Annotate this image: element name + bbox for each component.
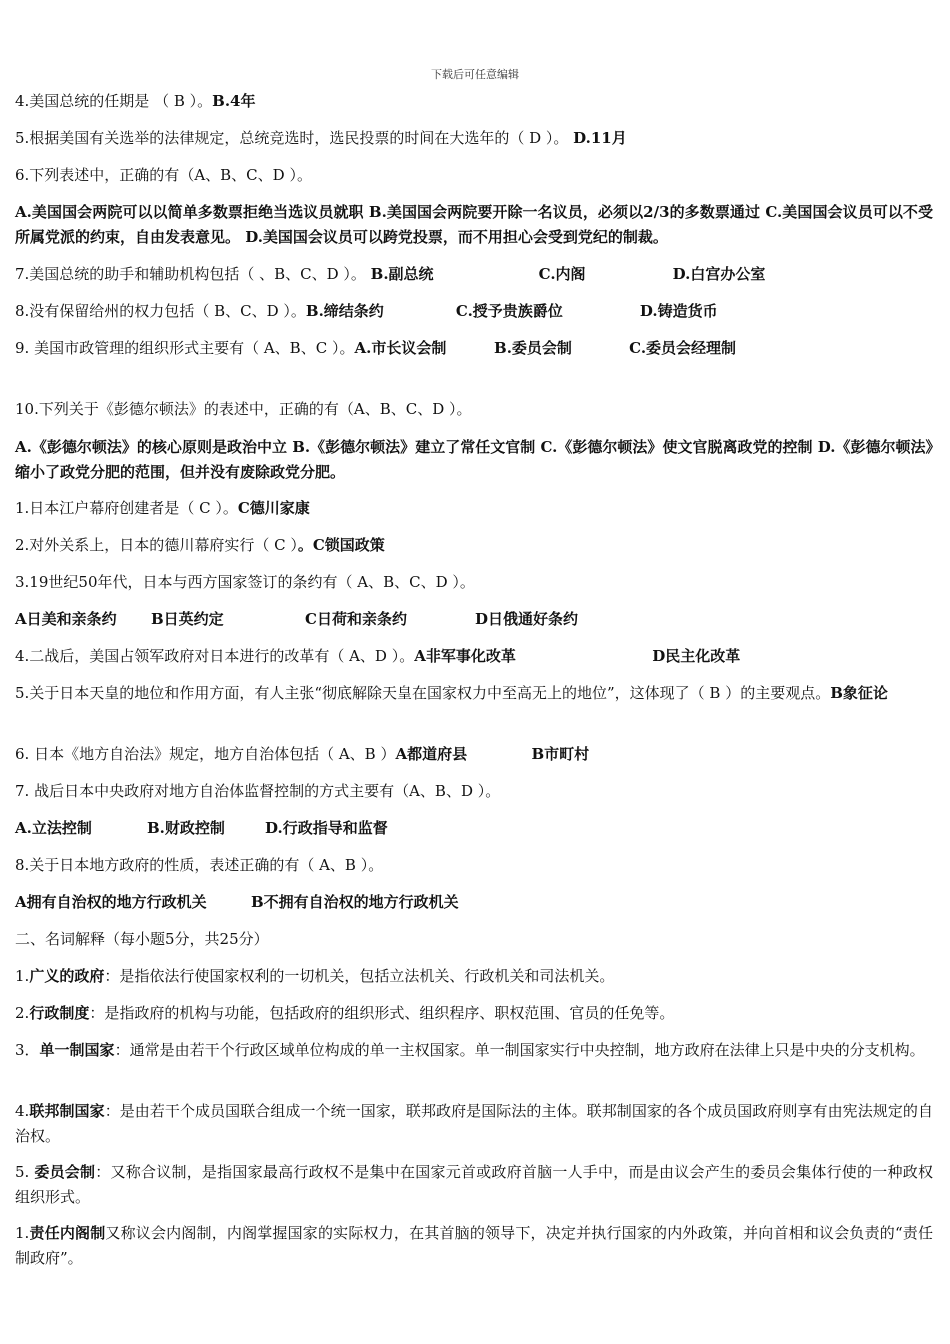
option-b: B.委员会制 [494,339,572,357]
question-jp-6 [15,742,933,767]
question-text: 2.对外关系上，日本的德川幕府实行（ C ） [15,536,298,554]
question-text: 5.根据美国有关选举的法律规定，总统竞选时，选民投票的时间在大选年的（ D ）。 [15,129,574,147]
option-c: C.授予贵族爵位 [455,302,563,320]
option-a: A拥有自治权的地方行政机关 [15,893,207,911]
option-a: A.立法控制 [15,819,92,837]
term-title: 单一制国家 [39,1041,115,1059]
term-6 [15,1221,933,1271]
term-2 [15,1001,933,1026]
term-3 [15,1038,933,1063]
term-title: 广义的政府 [29,967,105,985]
term-title: 联邦制国家 [29,1102,105,1120]
question-jp-3: 3.19世纪50年代，日本与西方国家签订的条约有（ A、B、C、D ）。 [15,573,475,591]
question-jp-1 [15,496,933,521]
term-title: 行政制度 [29,1004,90,1022]
term-number: 1. [15,967,30,985]
option-d: D.白宫办公室 [672,265,766,283]
option-a: A日美和亲条约 [15,610,117,628]
answer-text: D.11月 [573,129,627,147]
question-us-5 [15,126,933,151]
question-jp-5 [15,681,933,706]
question-text: 4.美国总统的任期是 （ B ）。 [15,92,213,110]
term-number: 1. [15,1224,30,1242]
question-text: 5.关于日本天皇的地位和作用方面，有人主张“彻底解除天皇在国家权力中至高无上的地位”，这体现了（ B ）的主要观点。 [15,684,831,702]
answer-text: B象征论 [830,684,888,702]
question-text: 9. 美国市政管理的组织形式主要有（ A、B、C ）。 [15,339,355,357]
term-definition: ：是由若干个成员国联合组成一个统一国家，联邦政府是国际法的主体。联邦制国家的各个成员国政府则享有由宪法规定的自治权。 [15,1102,933,1145]
section-heading-2: 二、名词解释（每小题5分，共25分） [15,930,269,948]
option-b: B.副总统 [370,265,434,283]
option-d: D.行政指导和监督 [265,819,388,837]
question-text: 8.没有保留给州的权力包括（ B、C、D ）。 [15,302,306,320]
term-5 [15,1160,933,1210]
question-us-8 [15,299,933,324]
term-definition: ：又称合议制，是指国家最高行政权不是集中在国家元首或政府首脑一人手中，而是由议会产生的委员会集体行使的一种政权组织形式。 [15,1163,933,1206]
option-c: C.委员会经理制 [629,339,737,357]
question-jp-2 [15,533,933,558]
question-jp-7: 7. 战后日本中央政府对地方自治体监督控制的方式主要有（A、B、D ）。 [15,782,501,800]
option-d: D.铸造货币 [639,302,718,320]
term-definition: ：是指政府的机构与功能，包括政府的组织形式、组织程序、职权范围、官员的任免等。 [89,1004,675,1022]
answer-text: C德川家康 [237,499,310,517]
option-c: C.内阁 [538,265,586,283]
question-text: 7.美国总统的助手和辅助机构包括（ 、B、C、D ）。 [15,265,371,283]
term-definition: ：通常是由若干个行政区域单位构成的单一主权国家。单一制国家实行中央控制，地方政府在法律上只是中央的分支机构。 [114,1041,925,1059]
term-title: 委员会制 [34,1163,96,1181]
page-header: 下载后可任意编辑 [431,68,519,81]
option-a: A非军事化改革 [414,647,516,665]
term-definition: ：是指依法行使国家权利的一切机关，包括立法机关、行政机关和司法机关。 [104,967,615,985]
option-c: C日荷和亲条约 [305,610,407,628]
question-text: 1.日本江户幕府创建者是（ C ）。 [15,499,238,517]
question-us-9 [15,336,933,361]
option-b: B日英约定 [151,610,224,628]
option-b: B.财政控制 [147,819,225,837]
option-a: A.市长议会制 [354,339,447,357]
question-us-10: 10.下列关于《彭德尔顿法》的表述中，正确的有（A、B、C、D ）。 [15,400,472,418]
option-d: D民主化改革 [652,647,741,665]
answer-text: B.4年 [212,92,256,110]
answer-us-6: A.美国国会两院可以以简单多数票拒绝当选议员就职 B.美国国会两院要开除一名议员，必须以2/3的多数票通过 C.美国国会议员可以不受所属党派的约束，自由发表意见。 D.美国国会议员可以跨党投票，而不用担心会受到党纪的制裁。 [15,203,933,246]
term-definition: 又称议会内阁制，内阁掌握国家的实际权力，在其首脑的领导下，决定并执行国家的内外政策，并向首相和议会负责的“责任制政府”。 [15,1224,933,1267]
answer-jp-8 [15,890,933,915]
answer-jp-3 [15,607,933,632]
question-us-4 [15,89,933,114]
question-jp-4 [15,644,933,669]
term-number: 4. [15,1102,30,1120]
term-number: 3． [15,1041,40,1059]
answer-jp-7 [15,816,933,841]
option-a: A都道府县 [395,745,468,763]
option-b: B不拥有自治权的地方行政机关 [251,893,459,911]
term-title: 责任内阁制 [29,1224,106,1242]
question-jp-8: 8.关于日本地方政府的性质，表述正确的有（ A、B ）。 [15,856,384,874]
question-us-7 [15,262,933,287]
answer-us-10: A.《彭德尔顿法》的核心原则是政治中立 B.《彭德尔顿法》建立了常任文官制 C.《彭德尔顿法》使文官脱离政党的控制 D.《彭德尔顿法》缩小了政党分肥的范围，但并没有废除政党分肥。 [15,438,933,481]
term-number: 5. [15,1163,35,1181]
answer-text: 。C锁国政策 [297,536,385,554]
term-1 [15,964,933,989]
option-b: B市町村 [531,745,590,763]
question-text: 6. 日本《地方自治法》规定，地方自治体包括（ A、B ） [15,745,396,763]
question-us-6: 6.下列表述中，正确的有（A、B、C、D ）。 [15,166,312,184]
term-number: 2. [15,1004,30,1022]
option-b: B.缔结条约 [305,302,384,320]
question-text: 4.二战后，美国占领军政府对日本进行的改革有（ A、D ）。 [15,647,415,665]
option-d: D日俄通好条约 [475,610,579,628]
term-4 [15,1099,933,1149]
